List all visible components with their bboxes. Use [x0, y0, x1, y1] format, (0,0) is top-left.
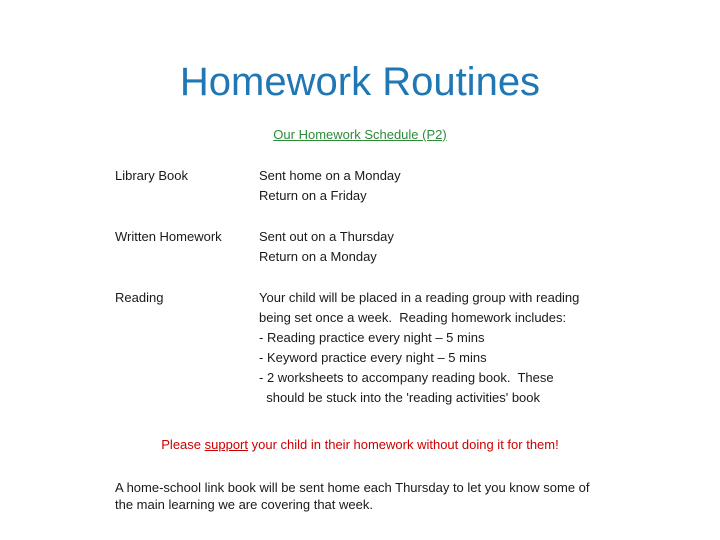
- schedule-detail-line: - Keyword practice every night – 5 mins: [259, 350, 487, 365]
- schedule-detail-line: Your child will be placed in a reading group with reading: [259, 290, 580, 305]
- support-note-after: your child in their homework without doing it for them!: [248, 437, 559, 452]
- support-note: [0, 437, 720, 452]
- schedule-row-library-book: [115, 166, 635, 206]
- schedule-detail-line: Return on a Monday: [259, 249, 377, 264]
- schedule-table: [115, 166, 635, 429]
- schedule-detail-line: - 2 worksheets to accompany reading book. These: [259, 370, 554, 385]
- schedule-row-reading: [115, 288, 635, 408]
- schedule-detail-line: Sent home on a Monday: [259, 168, 401, 183]
- footer-text: A home-school link book will be sent home each Thursday to let you know some of the main learning we are covering that week.: [115, 480, 590, 512]
- schedule-label: Library Book: [115, 168, 188, 183]
- page-title: Homework Routines: [179, 60, 541, 104]
- schedule-label: Written Homework: [115, 229, 222, 244]
- schedule-label: Reading: [115, 290, 164, 305]
- support-note-emphasis: support: [204, 437, 249, 452]
- schedule-details: [259, 288, 635, 408]
- schedule-details: [259, 166, 635, 206]
- schedule-detail-line: - Reading practice every night – 5 mins: [259, 330, 485, 345]
- schedule-detail-line: should be stuck into the 'reading activities' book: [259, 390, 541, 405]
- schedule-heading-link[interactable]: Our Homework Schedule (P2): [273, 127, 447, 142]
- schedule-detail-line: Return on a Friday: [259, 188, 367, 203]
- schedule-detail-line: Sent out on a Thursday: [259, 229, 394, 244]
- schedule-detail-line: being set once a week. Reading homework includes:: [259, 310, 567, 325]
- support-note-before: Please: [161, 437, 205, 452]
- schedule-row-written-homework: [115, 227, 635, 267]
- schedule-details: [259, 227, 635, 267]
- schedule-heading: [0, 127, 720, 142]
